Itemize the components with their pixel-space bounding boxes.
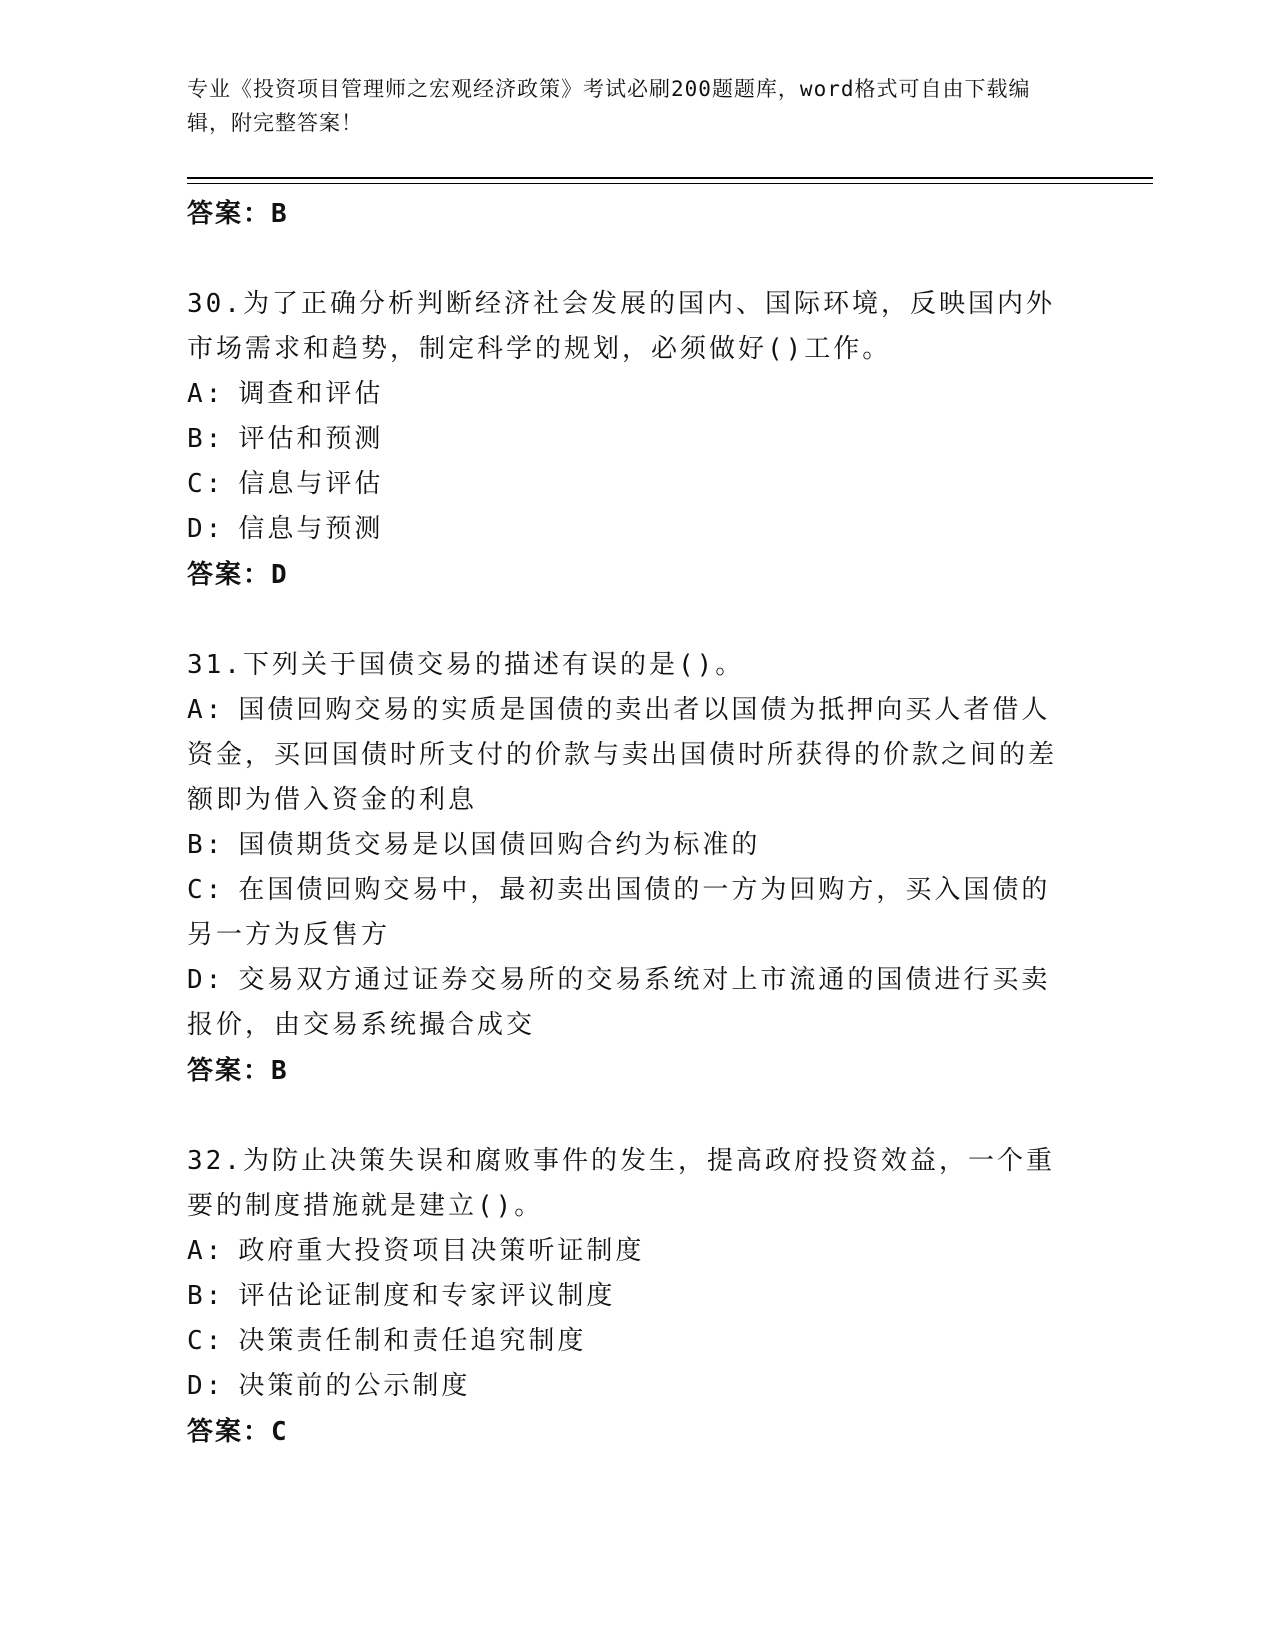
option-a xyxy=(187,372,1077,417)
option-b xyxy=(187,417,1077,462)
question-stem: 31.下列关于国债交易的描述有误的是()。 xyxy=(187,650,745,680)
option-letter: B: xyxy=(187,830,225,860)
answer-line: 答案：C xyxy=(187,1417,289,1447)
option-b xyxy=(187,823,1077,868)
question-30 xyxy=(187,282,1077,598)
option-text: 国债期货交易是以国债回购合约为标准的 xyxy=(238,830,761,860)
question-32 xyxy=(187,1139,1077,1455)
previous-answer: 答案：B xyxy=(187,199,289,229)
option-letter: B: xyxy=(187,1281,225,1311)
option-letter: A: xyxy=(187,1236,225,1266)
option-a xyxy=(187,688,1077,823)
header-rule-thin xyxy=(187,183,1153,184)
option-text: 决策前的公示制度 xyxy=(238,1371,471,1401)
option-text: 政府重大投资项目决策听证制度 xyxy=(238,1236,645,1266)
option-letter: A: xyxy=(187,695,225,725)
answer-line: 答案：B xyxy=(187,1056,289,1086)
option-c xyxy=(187,868,1077,958)
option-text: 决策责任制和责任追究制度 xyxy=(238,1326,587,1356)
option-letter: C: xyxy=(187,469,225,499)
option-letter: A: xyxy=(187,379,225,409)
option-text: 信息与预测 xyxy=(238,514,384,544)
option-text: 调查和评估 xyxy=(238,379,384,409)
option-letter: D: xyxy=(187,514,225,544)
option-text: 评估论证制度和专家评议制度 xyxy=(238,1281,616,1311)
option-d xyxy=(187,507,1077,552)
option-text: 信息与评估 xyxy=(238,469,384,499)
option-letter: D: xyxy=(187,965,225,995)
option-text: 交易双方通过证券交易所的交易系统对上市流通的国债进行买卖报价，由交易系统撮合成交 xyxy=(187,965,1051,1040)
option-letter: B: xyxy=(187,424,225,454)
option-d xyxy=(187,1364,1077,1409)
option-text: 评估和预测 xyxy=(238,424,384,454)
option-letter: C: xyxy=(187,1326,225,1356)
question-stem: 30.为了正确分析判断经济社会发展的国内、国际环境，反映国内外市场需求和趋势，制定科学的规划，必须做好()工作。 xyxy=(187,289,1055,364)
question-stem: 32.为防止决策失误和腐败事件的发生，提高政府投资效益，一个重要的制度措施就是建立()。 xyxy=(187,1146,1055,1221)
header-text: 专业《投资项目管理师之宏观经济政策》考试必刷200题题库，word格式可自由下载编辑，附完整答案！ xyxy=(187,77,1031,135)
option-d xyxy=(187,958,1077,1048)
option-c xyxy=(187,1319,1077,1364)
option-b xyxy=(187,1274,1077,1319)
option-letter: D: xyxy=(187,1371,225,1401)
option-c xyxy=(187,462,1077,507)
option-text: 在国债回购交易中，最初卖出国债的一方为回购方，买入国债的另一方为反售方 xyxy=(187,875,1051,950)
question-31 xyxy=(187,643,1077,1094)
answer-line: 答案：D xyxy=(187,560,289,590)
document-header xyxy=(187,72,1067,140)
document-body xyxy=(187,187,1077,1455)
option-a xyxy=(187,1229,1077,1274)
option-letter: C: xyxy=(187,875,225,905)
header-rule-thick xyxy=(187,177,1153,179)
option-text: 国债回购交易的实质是国债的卖出者以国债为抵押向买人者借人资金，买回国债时所支付的价款与卖出国债时所获得的价款之间的差额即为借入资金的利息 xyxy=(187,695,1058,815)
